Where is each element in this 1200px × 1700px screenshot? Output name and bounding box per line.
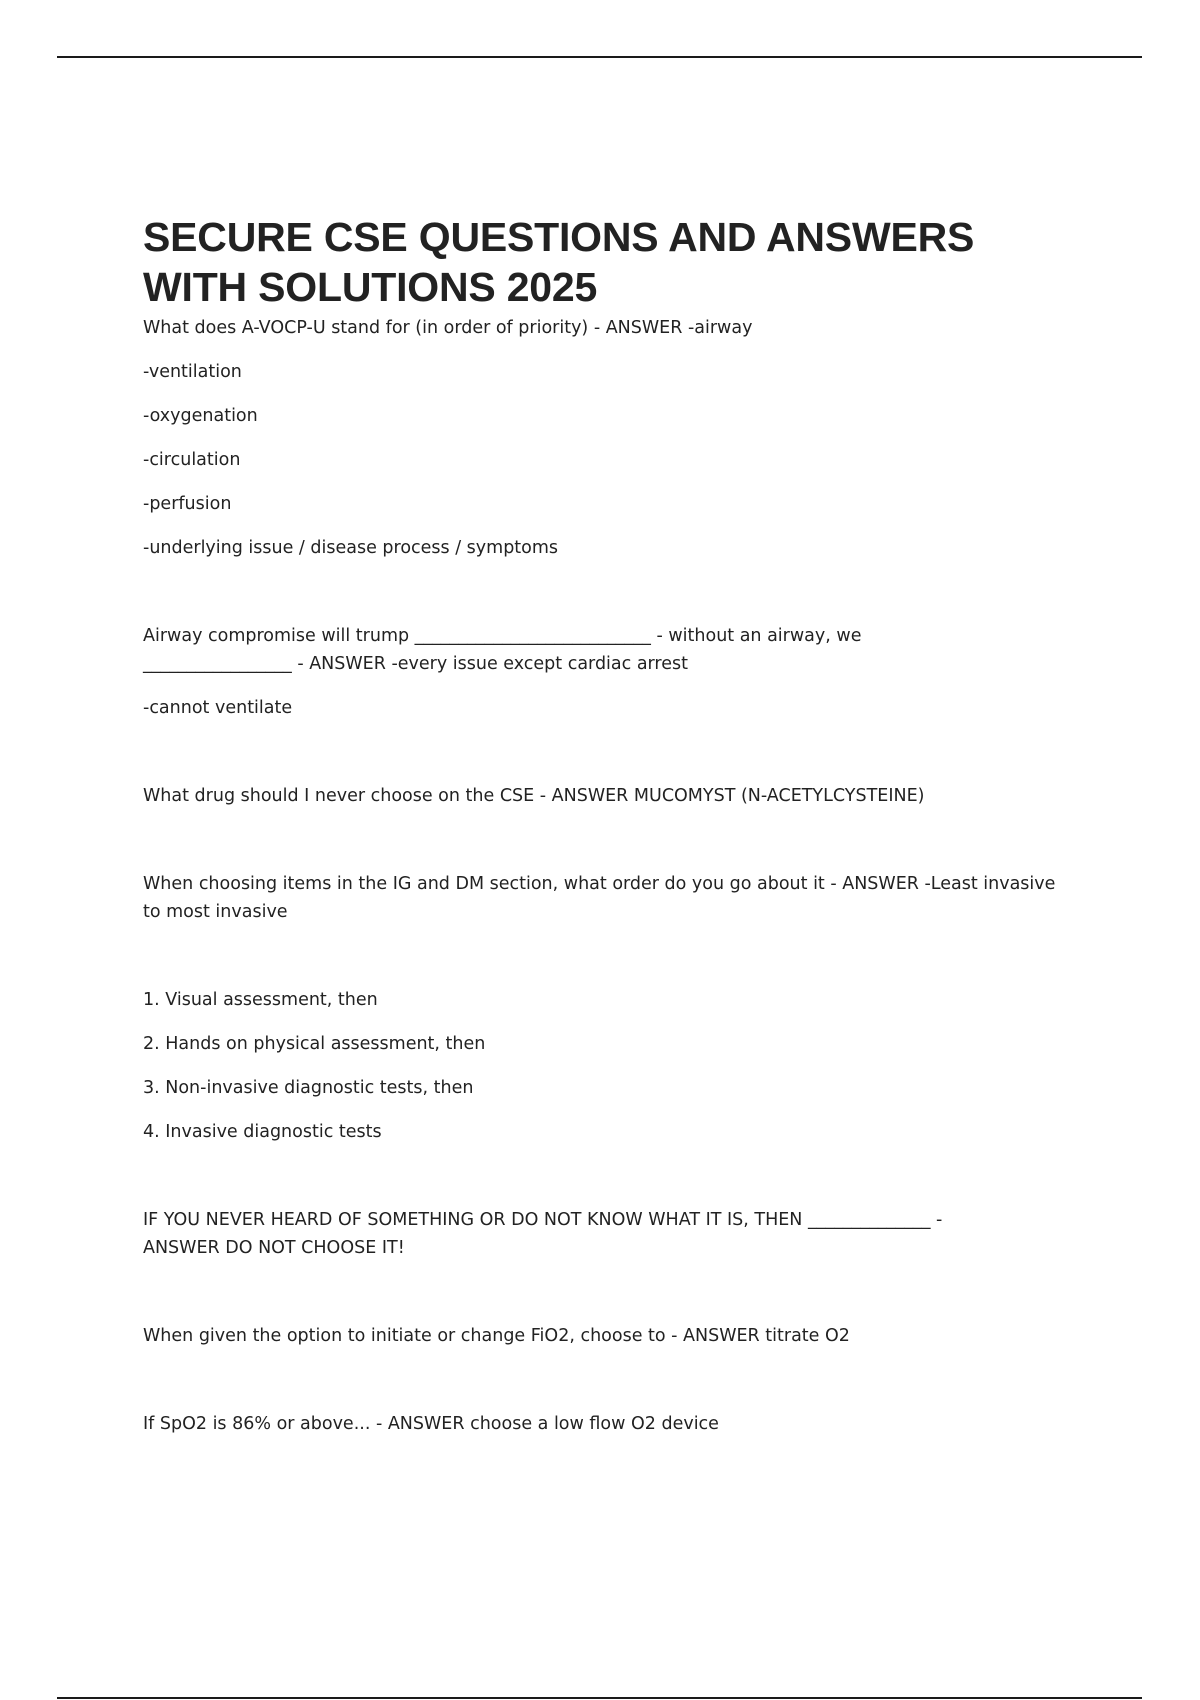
bottom-rule <box>57 1697 1142 1699</box>
top-rule <box>57 56 1142 58</box>
q5-line-1: IF YOU NEVER HEARD OF SOMETHING OR DO NOT KNOW WHAT IT IS, THEN ______________ - <box>143 1210 943 1230</box>
q1-item-oxygenation: -oxygenation <box>143 406 258 426</box>
q7-text: If SpO2 is 86% or above... - ANSWER choose a low flow O2 device <box>143 1414 719 1434</box>
q2-item: -cannot ventilate <box>143 698 293 718</box>
q4-step-2: 2. Hands on physical assessment, then <box>143 1034 486 1054</box>
document-title <box>143 212 1063 312</box>
document-content <box>143 212 1063 1438</box>
q5-line-2: ANSWER DO NOT CHOOSE IT! <box>143 1238 405 1258</box>
q1-item-underlying: -underlying issue / disease process / symptoms <box>143 538 559 558</box>
q1-item-circulation: -circulation <box>143 450 241 470</box>
q4-step-3: 3. Non-invasive diagnostic tests, then <box>143 1078 474 1098</box>
q4-step-1: 1. Visual assessment, then <box>143 990 378 1010</box>
q3-text: What drug should I never choose on the CSE - ANSWER MUCOMYST (N-ACETYLCYSTEINE) <box>143 786 925 806</box>
q6-text: When given the option to initiate or change FiO2, choose to - ANSWER titrate O2 <box>143 1326 850 1346</box>
q2-line-2: _________________ - ANSWER -every issue except cardiac arrest <box>143 654 688 674</box>
q4-line-2: to most invasive <box>143 902 288 922</box>
q1-item-perfusion: -perfusion <box>143 494 232 514</box>
q1-item-ventilation: -ventilation <box>143 362 242 382</box>
title-line-2: WITH SOLUTIONS 2025 <box>143 264 598 310</box>
q4-step-4: 4. Invasive diagnostic tests <box>143 1122 382 1142</box>
q4-line-1: When choosing items in the IG and DM section, what order do you go about it - ANSWER -Least invasive <box>143 874 1056 894</box>
title-line-1: SECURE CSE QUESTIONS AND ANSWERS <box>143 214 975 260</box>
q2-line-1: Airway compromise will trump ___________________________ - without an airway, we <box>143 626 862 646</box>
q1-question: What does A-VOCP-U stand for (in order of priority) - ANSWER -airway <box>143 318 753 338</box>
